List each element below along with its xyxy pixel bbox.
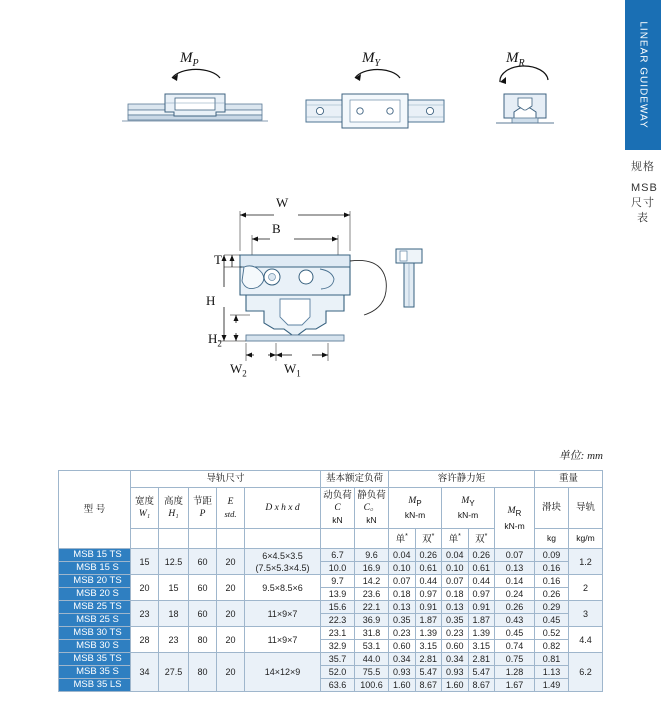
model-name[interactable]: MSB 25 TS <box>59 601 131 614</box>
mp-double: 0.97 <box>415 588 442 601</box>
rail-height: 18 <box>159 601 189 627</box>
dynamic-load: 32.9 <box>321 640 355 653</box>
static-load: 31.8 <box>355 627 389 640</box>
header-rail-weight-unit: kg/m <box>569 529 603 549</box>
header-stat-unit <box>355 529 389 549</box>
rail-weight: 6.2 <box>569 653 603 692</box>
model-name[interactable]: MSB 20 TS <box>59 575 131 588</box>
spec-table-wrapper <box>58 470 603 692</box>
figure-mr-drawing <box>470 50 580 142</box>
dynamic-load: 13.9 <box>321 588 355 601</box>
model-name[interactable]: MSB 25 S <box>59 614 131 627</box>
dynamic-load: 35.7 <box>321 653 355 666</box>
rail-dhd: 6×4.5×3.5 (7.5×5.3×4.5) <box>245 549 321 575</box>
header-dynamic-load: 动负荷 C kN <box>321 488 355 529</box>
dim-label-W: W <box>276 195 289 210</box>
rail-pitch: 60 <box>189 549 217 575</box>
dynamic-load: 9.7 <box>321 575 355 588</box>
mr-value: 0.24 <box>495 588 535 601</box>
block-weight: 0.16 <box>535 562 569 575</box>
side-tab-chinese-line1: 规格 <box>631 161 655 173</box>
mr-value: 0.43 <box>495 614 535 627</box>
rail-height: 23 <box>159 627 189 653</box>
block-weight: 1.49 <box>535 679 569 692</box>
table-row[interactable] <box>59 549 603 562</box>
mp-double: 0.26 <box>415 549 442 562</box>
static-load: 44.0 <box>355 653 389 666</box>
figure-my <box>300 50 450 165</box>
static-load: 36.9 <box>355 614 389 627</box>
header-mp-single: 单* <box>389 529 416 549</box>
header-pitch-unit <box>189 529 217 549</box>
rail-estd: 20 <box>217 575 245 601</box>
header-width-unit <box>131 529 159 549</box>
dim-label-B: B <box>272 221 281 236</box>
dim-label-W2: $W_2$ <box>230 361 247 379</box>
block-weight: 0.16 <box>535 575 569 588</box>
mp-single: 0.23 <box>389 627 416 640</box>
mp-single: 0.34 <box>389 653 416 666</box>
static-load: 100.6 <box>355 679 389 692</box>
figure-mr <box>470 50 580 165</box>
header-static-load: 静负荷 C。 kN <box>355 488 389 529</box>
header-height: 高度 H₁ <box>159 488 189 529</box>
dynamic-load: 52.0 <box>321 666 355 679</box>
rail-width: 15 <box>131 549 159 575</box>
model-name[interactable]: MSB 30 TS <box>59 627 131 640</box>
dim-label-H: H <box>206 293 216 308</box>
side-tab-chinese-line2: MSB 尺寸表 <box>631 182 658 224</box>
my-single: 0.13 <box>442 601 469 614</box>
rail-weight: 2 <box>569 575 603 601</box>
header-mr: $M_R$ kN-m <box>495 488 535 549</box>
rail-dhd: 14×12×9 <box>245 653 321 692</box>
dim-label-W1: $W_1$ <box>284 361 301 379</box>
block-weight: 0.45 <box>535 614 569 627</box>
rail-pitch: 60 <box>189 601 217 627</box>
rail-width: 28 <box>131 627 159 653</box>
rail-pitch: 80 <box>189 627 217 653</box>
mp-single: 0.13 <box>389 601 416 614</box>
dynamic-load: 22.3 <box>321 614 355 627</box>
header-load-group: 基本额定负荷 <box>321 471 389 488</box>
dim-label-H2: $H_2$ <box>208 331 222 349</box>
model-name[interactable]: MSB 20 S <box>59 588 131 601</box>
rail-height: 12.5 <box>159 549 189 575</box>
header-dhd: D x h x d <box>245 488 321 529</box>
my-double: 0.97 <box>468 588 495 601</box>
spec-table-head <box>59 471 603 549</box>
my-single: 0.35 <box>442 614 469 627</box>
mp-single: 0.07 <box>389 575 416 588</box>
rail-pitch: 60 <box>189 575 217 601</box>
spec-table <box>58 470 603 692</box>
rail-width: 20 <box>131 575 159 601</box>
static-load: 16.9 <box>355 562 389 575</box>
rail-width: 34 <box>131 653 159 692</box>
dynamic-load: 23.1 <box>321 627 355 640</box>
side-tab <box>625 0 661 280</box>
dynamic-load: 6.7 <box>321 549 355 562</box>
header-weight-group: 重量 <box>535 471 603 488</box>
header-dhd-unit <box>245 529 321 549</box>
mr-value: 0.45 <box>495 627 535 640</box>
mp-double: 3.15 <box>415 640 442 653</box>
header-height-unit <box>159 529 189 549</box>
my-double: 0.61 <box>468 562 495 575</box>
mp-double: 2.81 <box>415 653 442 666</box>
mp-single: 0.60 <box>389 640 416 653</box>
mr-value: 1.67 <box>495 679 535 692</box>
header-mp: $M_P$ kN-m <box>389 488 442 529</box>
static-load: 22.1 <box>355 601 389 614</box>
my-double: 0.91 <box>468 601 495 614</box>
mp-single: 0.10 <box>389 562 416 575</box>
rail-pitch: 80 <box>189 653 217 692</box>
my-single: 0.60 <box>442 640 469 653</box>
static-load: 14.2 <box>355 575 389 588</box>
mp-double: 0.91 <box>415 601 442 614</box>
model-name[interactable]: MSB 35 TS <box>59 653 131 666</box>
dynamic-load: 10.0 <box>321 562 355 575</box>
my-double: 2.81 <box>468 653 495 666</box>
header-width: 宽度 W₁ <box>131 488 159 529</box>
mr-value: 0.26 <box>495 601 535 614</box>
my-single: 0.23 <box>442 627 469 640</box>
header-dyn-unit <box>321 529 355 549</box>
figure-mp <box>120 50 270 165</box>
mp-single: 0.04 <box>389 549 416 562</box>
table-row[interactable] <box>59 575 603 588</box>
mp-double: 0.61 <box>415 562 442 575</box>
rail-dhd: 11×9×7 <box>245 627 321 653</box>
rail-estd: 20 <box>217 549 245 575</box>
main-drawing-svg <box>180 195 500 395</box>
mp-double: 8.67 <box>415 679 442 692</box>
rail-dhd: 11×9×7 <box>245 601 321 627</box>
block-weight: 0.81 <box>535 653 569 666</box>
block-weight: 0.52 <box>535 627 569 640</box>
my-double: 5.47 <box>468 666 495 679</box>
header-row-names <box>59 488 603 529</box>
my-single: 0.04 <box>442 549 469 562</box>
dynamic-load: 15.6 <box>321 601 355 614</box>
header-block-weight-unit: kg <box>535 529 569 549</box>
header-moment-group: 容许静力矩 <box>389 471 535 488</box>
mp-single: 0.18 <box>389 588 416 601</box>
side-tab-english: LINEAR GUIDEWAY <box>637 21 649 129</box>
table-row[interactable] <box>59 653 603 666</box>
header-rail-weight: 导轨 <box>569 488 603 529</box>
header-row-groups <box>59 471 603 488</box>
my-single: 1.60 <box>442 679 469 692</box>
moment-figures <box>0 50 600 165</box>
model-name[interactable]: MSB 15 S <box>59 562 131 575</box>
static-load: 75.5 <box>355 666 389 679</box>
mp-double: 5.47 <box>415 666 442 679</box>
header-estd: E std. <box>217 488 245 529</box>
my-double: 0.44 <box>468 575 495 588</box>
my-single: 0.10 <box>442 562 469 575</box>
mr-value: 0.75 <box>495 653 535 666</box>
my-single: 0.93 <box>442 666 469 679</box>
dynamic-load: 63.6 <box>321 679 355 692</box>
main-dimension-drawing <box>180 195 500 395</box>
my-double: 8.67 <box>468 679 495 692</box>
model-name[interactable]: MSB 35 S <box>59 666 131 679</box>
my-single: 0.34 <box>442 653 469 666</box>
block-weight: 0.82 <box>535 640 569 653</box>
header-pitch: 节距 P <box>189 488 217 529</box>
table-row[interactable] <box>59 627 603 640</box>
block-weight: 0.26 <box>535 588 569 601</box>
rail-estd: 20 <box>217 653 245 692</box>
dim-label-T: T <box>214 252 222 267</box>
block-weight: 0.29 <box>535 601 569 614</box>
header-my: $M_Y$ kN-m <box>442 488 495 529</box>
header-rail-group: 导轨尺寸 <box>131 471 321 488</box>
my-single: 0.07 <box>442 575 469 588</box>
header-block-weight: 滑块 <box>535 488 569 529</box>
block-weight: 1.13 <box>535 666 569 679</box>
figure-mr-label: $M_R$ <box>506 50 525 69</box>
header-estd-unit <box>217 529 245 549</box>
mr-value: 1.28 <box>495 666 535 679</box>
side-tab-chinese <box>631 160 658 226</box>
my-double: 1.39 <box>468 627 495 640</box>
rail-estd: 20 <box>217 601 245 627</box>
my-double: 3.15 <box>468 640 495 653</box>
mp-double: 1.87 <box>415 614 442 627</box>
rail-width: 23 <box>131 601 159 627</box>
mp-double: 1.39 <box>415 627 442 640</box>
mr-value: 0.07 <box>495 549 535 562</box>
mp-single: 0.93 <box>389 666 416 679</box>
static-load: 53.1 <box>355 640 389 653</box>
table-row[interactable] <box>59 601 603 614</box>
rail-height: 27.5 <box>159 653 189 692</box>
spec-table-body <box>59 549 603 692</box>
my-double: 0.26 <box>468 549 495 562</box>
header-mp-double: 双* <box>415 529 442 549</box>
mp-double: 0.44 <box>415 575 442 588</box>
mp-single: 1.60 <box>389 679 416 692</box>
unit-note: 单位: mm <box>558 450 603 462</box>
rail-height: 15 <box>159 575 189 601</box>
header-my-single: 单* <box>442 529 469 549</box>
static-load: 9.6 <box>355 549 389 562</box>
model-name[interactable]: MSB 15 TS <box>59 549 131 562</box>
header-my-double: 双* <box>468 529 495 549</box>
my-double: 1.87 <box>468 614 495 627</box>
header-model: 型 号 <box>59 471 131 549</box>
mp-single: 0.35 <box>389 614 416 627</box>
mr-value: 0.13 <box>495 562 535 575</box>
rail-weight: 1.2 <box>569 549 603 575</box>
block-weight: 0.09 <box>535 549 569 562</box>
my-single: 0.18 <box>442 588 469 601</box>
static-load: 23.6 <box>355 588 389 601</box>
rail-dhd: 9.5×8.5×6 <box>245 575 321 601</box>
rail-weight: 3 <box>569 601 603 627</box>
mr-value: 0.74 <box>495 640 535 653</box>
model-name[interactable]: MSB 30 S <box>59 640 131 653</box>
mr-value: 0.14 <box>495 575 535 588</box>
rail-estd: 20 <box>217 627 245 653</box>
rail-weight: 4.4 <box>569 627 603 653</box>
figure-mp-label: $M_P$ <box>180 50 199 69</box>
side-tab-band <box>625 0 661 150</box>
figure-my-label: $M_Y$ <box>362 50 381 69</box>
model-name[interactable]: MSB 35 LS <box>59 679 131 692</box>
